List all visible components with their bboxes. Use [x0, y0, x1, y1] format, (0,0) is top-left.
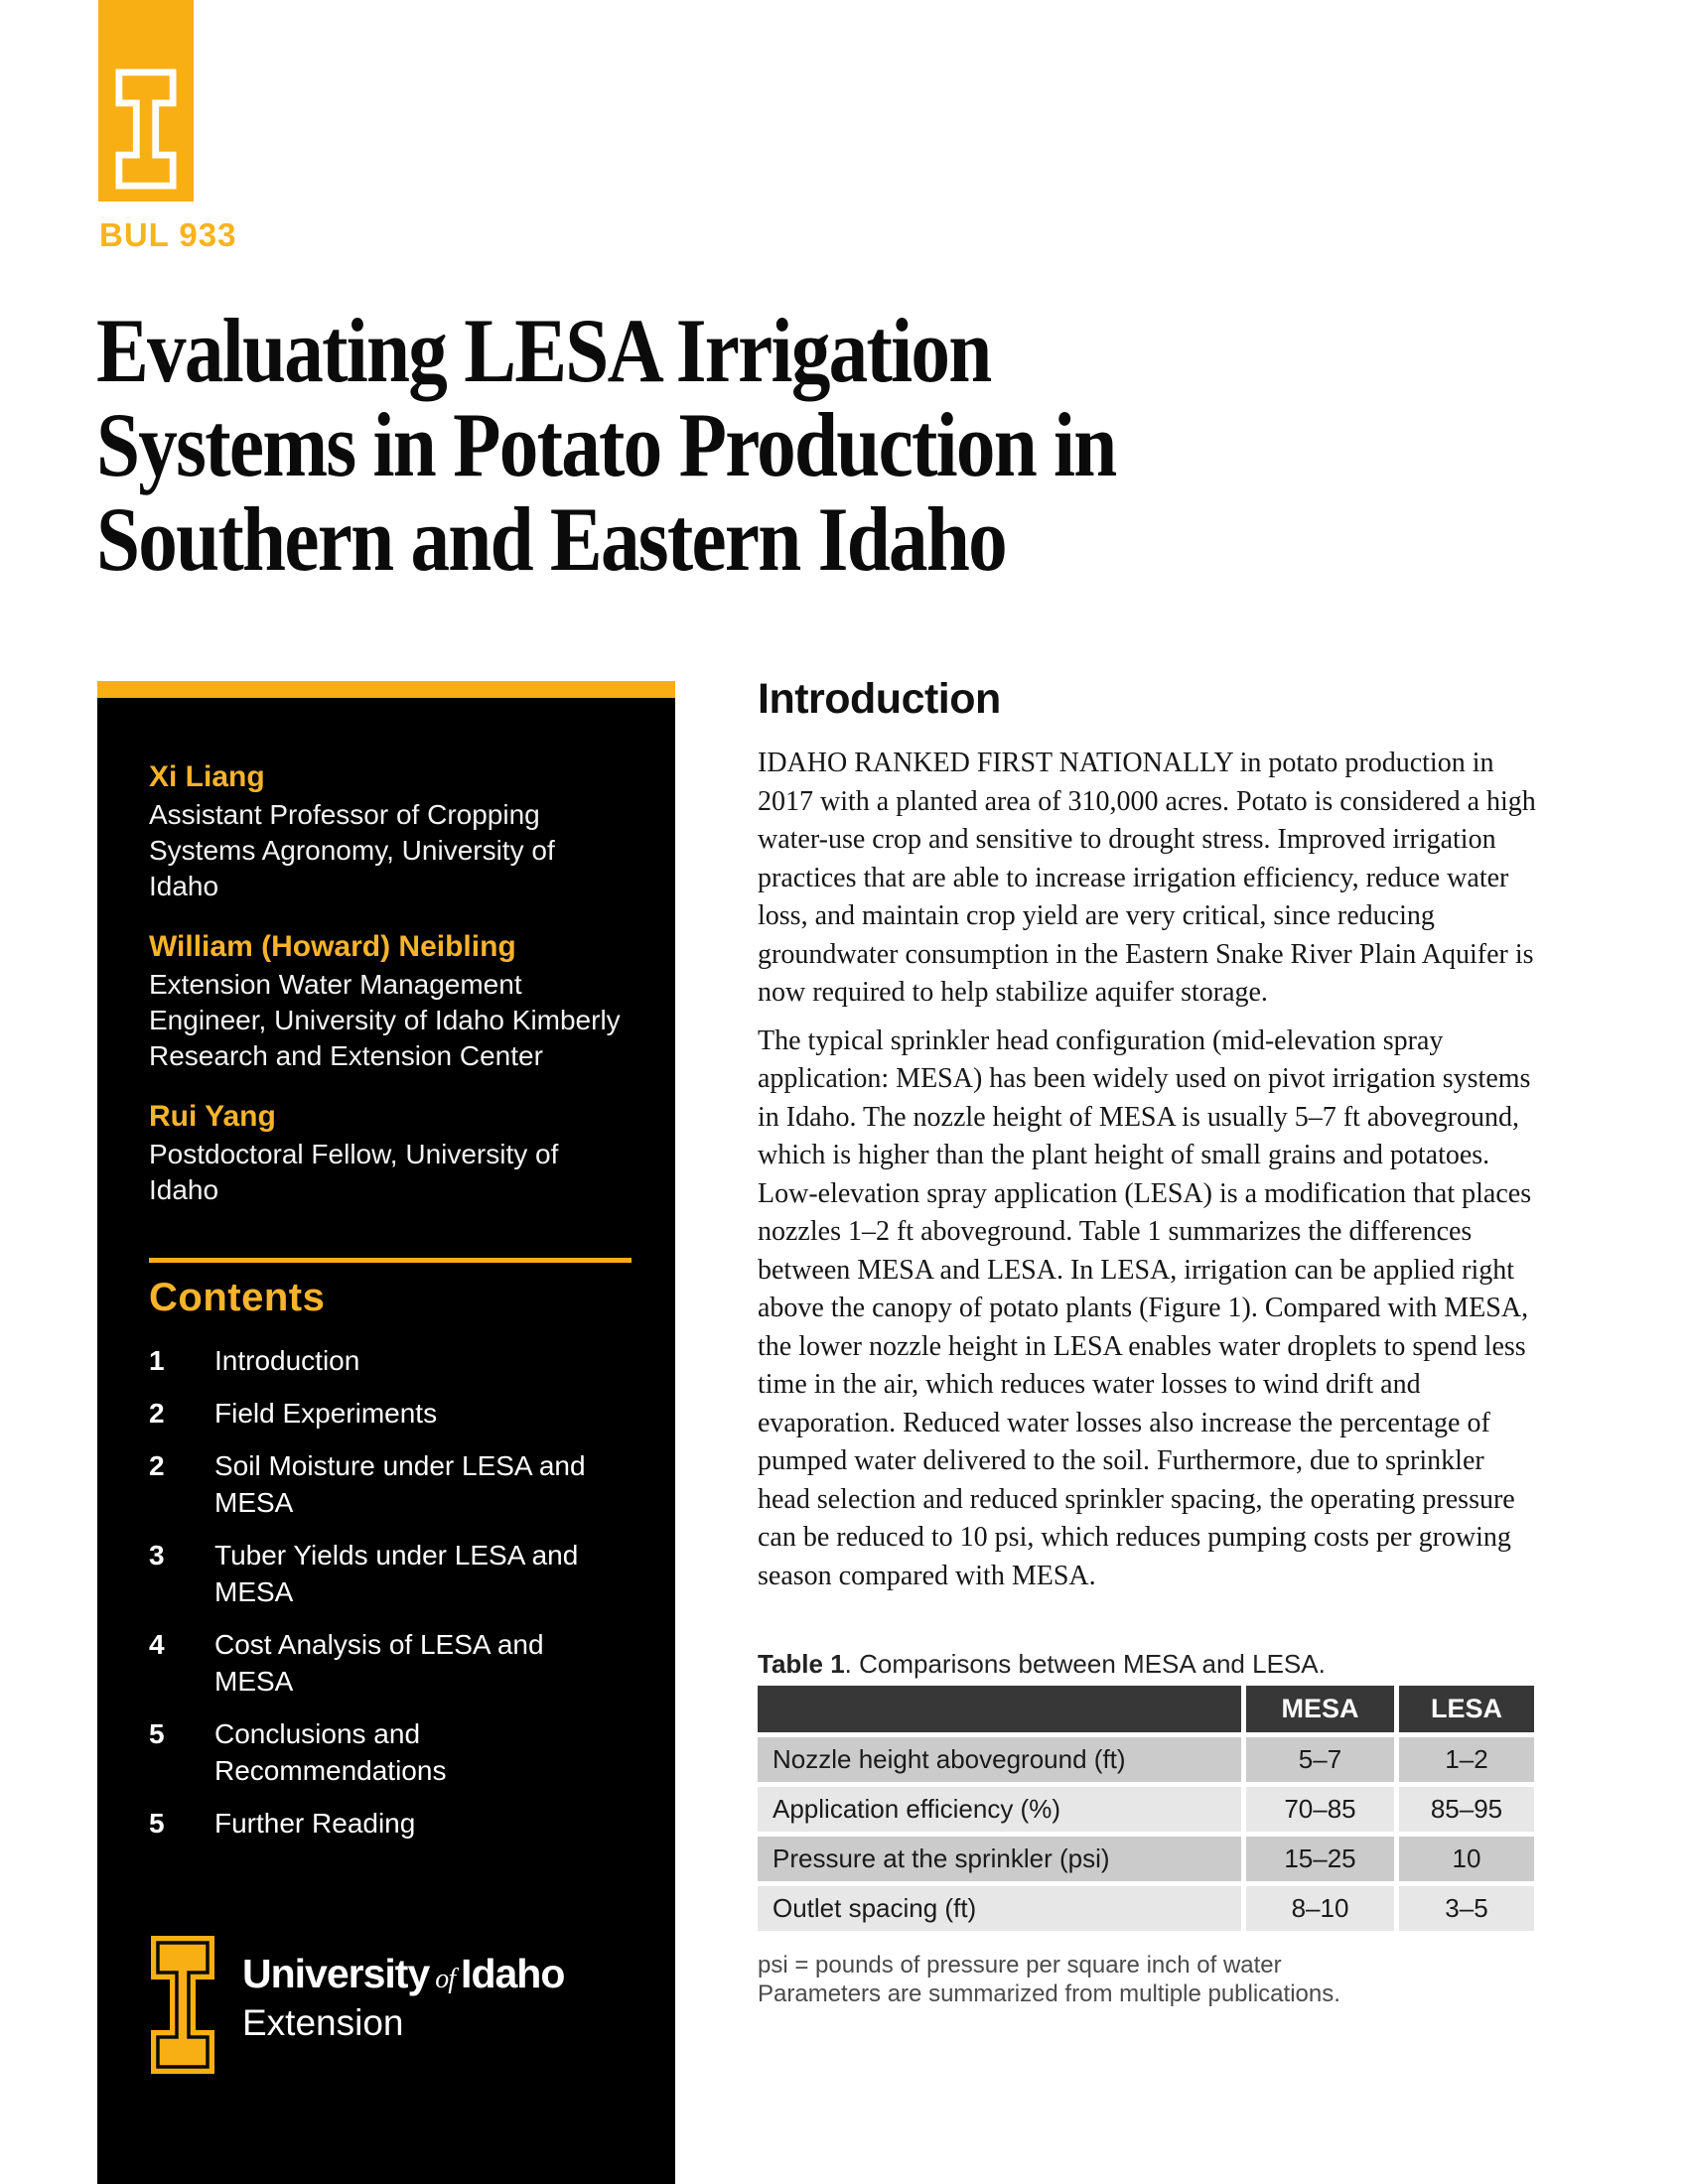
- table-caption-text: . Comparisons between MESA and LESA.: [844, 1649, 1326, 1679]
- table-header-lesa: LESA: [1399, 1686, 1534, 1732]
- intro-paragraph-1: [758, 745, 1542, 1013]
- table-row-label: Application efficiency (%): [758, 1787, 1241, 1832]
- paragraph-text: in potato production in 2017 with a planted area of 310,000 acres. Potato is considered a high water-use crop and sensitive to drought stress. Improved irrigation practices that are able to increase irrigation efficiency, reduce water loss, and maintain crop yield are very critical, since reducing groundwater consumption in the Eastern Snake River Plain Aquifer is now required to help stabilize aquifer storage.: [758, 748, 1536, 1008]
- contents-divider: [149, 1258, 632, 1263]
- page-title-line: Systems in Potato Production in: [96, 394, 1116, 495]
- paragraph-lead-caps: IDAHO RANKED FIRST NATIONALLY: [758, 748, 1233, 778]
- toc-item: [149, 1715, 632, 1789]
- sidebar-gold-bar: [97, 681, 675, 698]
- toc-label: Further Reading: [214, 1808, 416, 1839]
- bulletin-number: BUL 933: [99, 216, 237, 253]
- author-entry: [149, 1100, 632, 1208]
- wordmark-of: of: [435, 1964, 456, 1994]
- toc-page-number: 5: [149, 1718, 165, 1749]
- table-header-empty: [758, 1686, 1241, 1732]
- author-entry: [149, 760, 632, 904]
- toc-label: Cost Analysis of LESA and MESA: [214, 1629, 544, 1697]
- toc-page-number: 2: [149, 1398, 165, 1429]
- author-role: Assistant Professor of Cropping Systems Agronomy, University of Idaho: [149, 799, 555, 901]
- main-column: [758, 675, 1542, 2008]
- toc-page-number: 5: [149, 1808, 165, 1839]
- uidaho-gold-i-icon: [149, 1934, 216, 2076]
- table-cell-mesa: 15–25: [1246, 1837, 1394, 1881]
- toc-label: Conclusions and Recommendations: [214, 1718, 447, 1786]
- comparison-table: [758, 1686, 1542, 1931]
- wordmark-university: University: [242, 1951, 430, 1996]
- table-cell-mesa: 8–10: [1246, 1886, 1394, 1931]
- toc-page-number: 2: [149, 1450, 165, 1481]
- toc-item: [149, 1395, 632, 1432]
- toc-item: [149, 1342, 632, 1379]
- table-cell-lesa: 85–95: [1399, 1787, 1534, 1832]
- table-cell-lesa: 10: [1399, 1837, 1534, 1881]
- author-name: Xi Liang: [149, 760, 265, 793]
- author-name: William (Howard) Neibling: [149, 930, 516, 963]
- table-cell-lesa: 3–5: [1399, 1886, 1534, 1931]
- wordmark-extension: Extension: [242, 2002, 404, 2043]
- author-name: Rui Yang: [149, 1100, 276, 1133]
- toc-label: Introduction: [214, 1345, 360, 1376]
- toc-item: [149, 1626, 632, 1700]
- toc-item: [149, 1447, 632, 1521]
- table-header-mesa: MESA: [1246, 1686, 1394, 1732]
- extension-logo: [149, 1934, 564, 2076]
- toc-page-number: 3: [149, 1540, 165, 1570]
- table-footnote: Parameters are summarized from multiple publications.: [758, 1980, 1340, 2007]
- toc-label: Tuber Yields under LESA and MESA: [214, 1540, 579, 1607]
- table-cell-mesa: 5–7: [1246, 1737, 1394, 1782]
- sidebar-body: [97, 698, 675, 2184]
- table-cell-mesa: 70–85: [1246, 1787, 1394, 1832]
- page-title: [96, 300, 1116, 590]
- toc-item: [149, 1537, 632, 1610]
- page-title-line: Southern and Eastern Idaho: [96, 488, 1006, 590]
- table-cell-lesa: 1–2: [1399, 1737, 1534, 1782]
- sidebar: [97, 681, 675, 2184]
- contents-heading: Contents: [149, 1276, 326, 1319]
- wordmark-idaho: Idaho: [461, 1951, 565, 1996]
- intro-paragraph-2: The typical sprinkler head configuration (mid-elevation spray application: MESA) has been widely used on pivot irrigation systems in Idaho. The nozzle height of MESA is usually 5–7 ft aboveground, which is higher than the plant height of small grains and potatoes. Low-elevation spray application (LESA) is a modification that places nozzles 1–2 ft aboveground. Table 1 summarizes the differences between MESA and LESA. In LESA, irrigation can be applied right above the canopy of potato plants (Figure 1). Compared with MESA, the lower nozzle height in LESA enables water droplets to spend less time in the air, which reduces water losses to wind drift and evaporation. Reduced water losses also increase the percentage of pumped water delivered to the soil. Furthermore, due to sprinkler head selection and reduced sprinkler spacing, the operating pressure can be reduced to 10 psi, which reduces pumping costs per growing season compared with MESA.: [758, 1024, 1532, 1591]
- table-row-label: Nozzle height aboveground (ft): [758, 1737, 1241, 1782]
- toc-page-number: 1: [149, 1345, 165, 1376]
- table-row-label: Outlet spacing (ft): [758, 1886, 1241, 1931]
- uidaho-block-i-icon: [115, 67, 177, 192]
- toc-page-number: 4: [149, 1629, 165, 1660]
- extension-wordmark: [242, 1952, 564, 2043]
- wordmark-university-of-idaho: [242, 1952, 564, 2001]
- toc-item: [149, 1805, 632, 1842]
- uidaho-brand-block: [98, 0, 194, 202]
- page-title-line: Evaluating LESA Irrigation: [96, 300, 991, 401]
- toc-label: Field Experiments: [214, 1398, 438, 1429]
- author-role: Extension Water Management Engineer, University of Idaho Kimberly Research and Extension Center: [149, 969, 621, 1071]
- author-entry: [149, 930, 632, 1074]
- table-row-label: Pressure at the sprinkler (psi): [758, 1837, 1241, 1881]
- table-footnote: psi = pounds of pressure per square inch of water: [758, 1952, 1282, 1979]
- author-role: Postdoctoral Fellow, University of Idaho: [149, 1139, 559, 1205]
- table-of-contents: [149, 1342, 632, 1842]
- toc-label: Soil Moisture under LESA and MESA: [214, 1450, 586, 1518]
- section-heading: Introduction: [758, 675, 1001, 723]
- table-caption: [758, 1647, 1542, 1681]
- table-caption-label: Table 1: [758, 1649, 845, 1679]
